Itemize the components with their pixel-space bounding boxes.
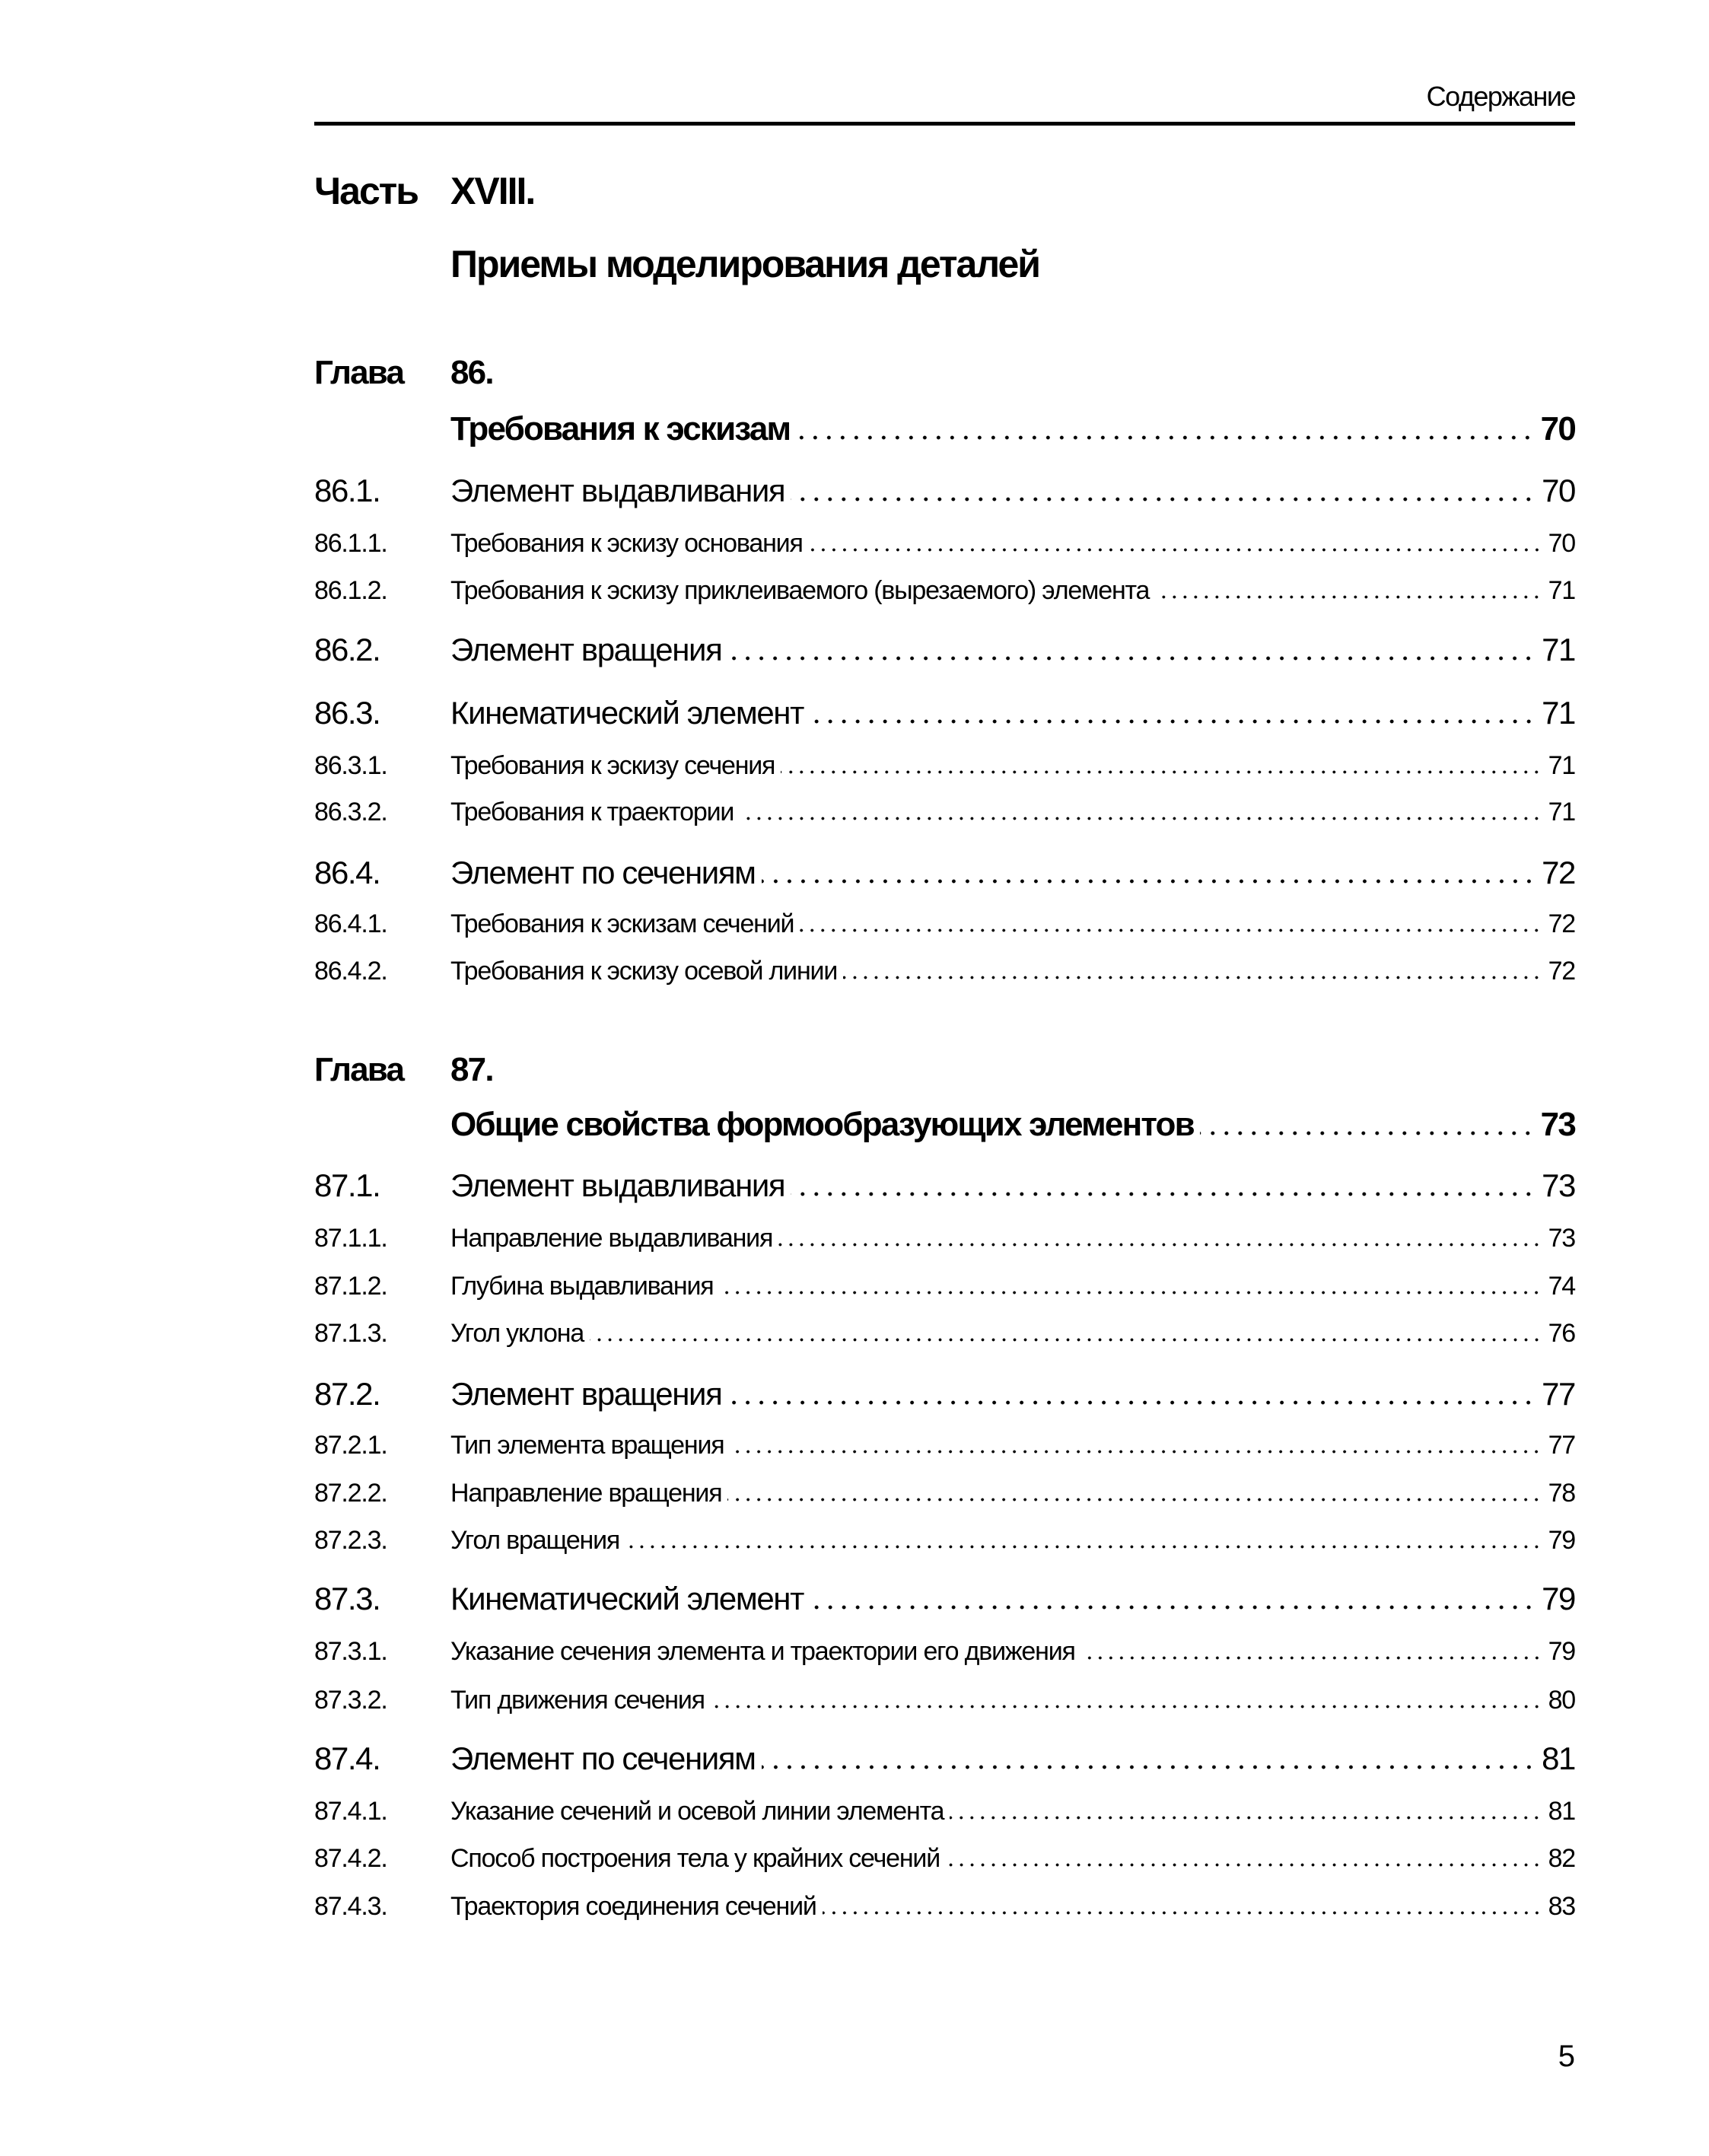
dot-leader xyxy=(950,1816,1542,1820)
toc-entry-title: Элемент по сечениям xyxy=(450,854,756,890)
toc-page-number: 72 xyxy=(1548,909,1575,938)
toc-chapter-entry[interactable] xyxy=(314,1106,1575,1144)
toc-entry-number: 87.1.1. xyxy=(314,1223,387,1253)
toc-page-number: 79 xyxy=(1542,1581,1575,1617)
dot-leader xyxy=(843,976,1542,979)
toc-entry-title: Указание сечения элемента и траектории его движения xyxy=(450,1637,1075,1667)
dot-leader xyxy=(810,1605,1536,1610)
toc-entry-number: 87.1.3. xyxy=(314,1318,387,1348)
toc-page-number: 78 xyxy=(1548,1478,1575,1508)
toc-entry-number: 86.2. xyxy=(314,631,380,667)
toc-entry-number: 86.4.2. xyxy=(314,956,387,986)
page-number: 5 xyxy=(1558,2040,1575,2073)
part-number: XVIII. xyxy=(450,170,535,212)
toc-entry-title: Элемент выдавливания xyxy=(450,1167,785,1204)
toc-entry-title: Требования к эскизу осевой линии xyxy=(450,956,838,986)
toc-entry-title: Требования к эскизу основания xyxy=(450,529,803,559)
toc-entry-title: Направление выдавливания xyxy=(450,1223,773,1253)
toc-entry-title: Способ построения тела у крайних сечений xyxy=(450,1843,940,1873)
dot-leader xyxy=(791,1192,1536,1196)
chapter-number: 86. xyxy=(450,353,493,391)
chapter-label: Глава xyxy=(314,353,404,391)
dot-leader xyxy=(781,770,1542,774)
toc-entry-number: 86.1. xyxy=(314,473,380,509)
toc-entry-number: 86.4.1. xyxy=(314,909,387,938)
toc-entry[interactable] xyxy=(314,695,1575,731)
toc-chapter-entry[interactable] xyxy=(314,410,1575,448)
toc-entry[interactable] xyxy=(314,957,1575,986)
toc-entry-title: Элемент вращения xyxy=(450,631,722,667)
dot-leader xyxy=(778,1243,1542,1247)
toc-entry-title: Кинематический элемент xyxy=(450,694,804,731)
toc-entry-number: 87.4.2. xyxy=(314,1843,387,1873)
toc-entry[interactable] xyxy=(314,1581,1575,1617)
toc-entry[interactable] xyxy=(314,1637,1575,1667)
dot-leader xyxy=(946,1863,1542,1867)
toc-entry[interactable] xyxy=(314,1431,1575,1460)
toc-entry[interactable] xyxy=(314,1844,1575,1874)
toc-page-number: 77 xyxy=(1548,1430,1575,1460)
toc-entry-title: Элемент вращения xyxy=(450,1375,722,1412)
toc-page-number: 82 xyxy=(1548,1843,1575,1873)
running-header: Содержание xyxy=(1426,81,1575,112)
toc-entry-number: 87.1.2. xyxy=(314,1272,387,1301)
toc-page-number: 71 xyxy=(1542,631,1575,667)
dot-leader xyxy=(711,1705,1542,1709)
toc-entry[interactable] xyxy=(314,529,1575,559)
toc-entry[interactable] xyxy=(314,1319,1575,1349)
dot-leader xyxy=(810,719,1536,724)
chapter-heading xyxy=(314,1051,493,1089)
toc-entry-number: 86.3. xyxy=(314,694,380,731)
toc-entry-title: Траектория соединения сечений xyxy=(450,1892,816,1922)
dot-leader xyxy=(809,548,1542,552)
dot-leader xyxy=(1155,595,1542,599)
dot-leader xyxy=(727,656,1536,661)
toc-page-number: 80 xyxy=(1548,1685,1575,1715)
toc-entry-title: Элемент выдавливания xyxy=(450,473,785,509)
dot-leader xyxy=(1200,1131,1535,1135)
toc-entry-title: Глубина выдавливания xyxy=(450,1272,714,1301)
dot-leader xyxy=(762,879,1536,884)
toc-entry-title: Угол уклона xyxy=(450,1318,584,1348)
toc-entry-number: 86.3.2. xyxy=(314,798,387,827)
dot-leader xyxy=(762,1765,1536,1769)
part-title: Приемы моделирования деталей xyxy=(450,243,1040,285)
toc-entry[interactable] xyxy=(314,1479,1575,1508)
toc-page-number: 79 xyxy=(1548,1525,1575,1555)
toc-page-number: 73 xyxy=(1540,1106,1575,1144)
toc-entry-title: Элемент по сечениям xyxy=(450,1740,756,1777)
toc-entry[interactable] xyxy=(314,1686,1575,1715)
toc-page-number: 83 xyxy=(1548,1892,1575,1922)
toc-entry-title: Угол вращения xyxy=(450,1525,620,1555)
toc-entry[interactable] xyxy=(314,751,1575,781)
toc-entry-title: Кинематический элемент xyxy=(450,1581,804,1617)
toc-page-number: 73 xyxy=(1542,1167,1575,1204)
dot-leader xyxy=(730,1450,1542,1454)
toc-entry-number: 87.1. xyxy=(314,1167,380,1204)
toc-entry-title: Требования к эскизу сечения xyxy=(450,750,775,780)
toc-entry-title: Требования к эскизам xyxy=(450,409,791,447)
toc-entry[interactable] xyxy=(314,473,1575,509)
toc-entry-number: 87.2.3. xyxy=(314,1525,387,1555)
toc-entry-number: 87.3.2. xyxy=(314,1685,387,1715)
toc-entry-number: 87.4.1. xyxy=(314,1797,387,1826)
toc-entry-number: 87.4.3. xyxy=(314,1892,387,1922)
toc-entry-title: Требования к эскизам сечений xyxy=(450,909,794,938)
dot-leader xyxy=(590,1338,1542,1342)
toc-entry-number: 87.3.1. xyxy=(314,1637,387,1667)
toc-entry-title: Указание сечений и осевой линии элемента xyxy=(450,1797,944,1826)
toc-entry[interactable] xyxy=(314,632,1575,668)
toc-entry[interactable] xyxy=(314,1224,1575,1253)
toc-entry-number: 86.4. xyxy=(314,854,380,890)
toc-entry-number: 86.3.1. xyxy=(314,750,387,780)
part-heading xyxy=(314,169,534,213)
toc-entry-number: 87.2.2. xyxy=(314,1478,387,1508)
toc-entry[interactable] xyxy=(314,1797,1575,1826)
toc-page-number: 73 xyxy=(1548,1223,1575,1253)
toc-entry-title: Направление вращения xyxy=(450,1478,722,1508)
dot-leader xyxy=(823,1911,1542,1915)
toc-entry[interactable] xyxy=(314,855,1575,891)
toc-entry-number: 86.1.2. xyxy=(314,575,387,605)
chapter-label: Глава xyxy=(314,1050,404,1088)
toc-entry-title: Тип элемента вращения xyxy=(450,1430,724,1460)
toc-entry-title: Тип движения сечения xyxy=(450,1685,705,1715)
toc-page-number: 71 xyxy=(1548,798,1575,827)
toc-entry[interactable] xyxy=(314,1376,1575,1412)
toc-entry[interactable] xyxy=(314,1526,1575,1556)
dot-leader xyxy=(791,497,1536,502)
toc-page-number: 81 xyxy=(1548,1797,1575,1826)
toc-entry-title: Требования к эскизу приклеиваемого (вырезаемого) элемента xyxy=(450,575,1150,605)
toc-page-number: 72 xyxy=(1542,854,1575,890)
toc-page-number: 77 xyxy=(1542,1375,1575,1412)
toc-entry-title: Общие свойства формообразующих элементов xyxy=(450,1106,1194,1144)
toc-entry[interactable] xyxy=(314,798,1575,827)
toc-entry-title: Требования к траектории xyxy=(450,798,734,827)
toc-entry-number: 87.3. xyxy=(314,1581,380,1617)
toc-entry[interactable] xyxy=(314,576,1575,606)
toc-entry[interactable] xyxy=(314,1892,1575,1922)
toc-entry-number: 86.1.1. xyxy=(314,529,387,559)
chapter-number: 87. xyxy=(450,1050,493,1088)
toc-entry[interactable] xyxy=(314,909,1575,939)
dot-leader xyxy=(1081,1656,1542,1660)
dot-leader xyxy=(796,435,1534,440)
toc-page-number: 70 xyxy=(1548,529,1575,559)
toc-page-number: 70 xyxy=(1540,409,1575,447)
toc-entry-number: 87.2.1. xyxy=(314,1430,387,1460)
part-label: Часть xyxy=(314,170,418,212)
chapter-heading xyxy=(314,354,493,392)
toc-page-number: 71 xyxy=(1548,750,1575,780)
toc-page-number: 72 xyxy=(1548,956,1575,986)
dot-leader xyxy=(625,1545,1542,1549)
toc-entry[interactable] xyxy=(314,1272,1575,1301)
toc-page-number: 76 xyxy=(1548,1318,1575,1348)
toc-page-number: 71 xyxy=(1548,575,1575,605)
toc-page-number: 70 xyxy=(1542,473,1575,509)
toc-page-number: 79 xyxy=(1548,1637,1575,1667)
toc-entry[interactable] xyxy=(314,1740,1575,1777)
header-rule xyxy=(314,122,1575,126)
dot-leader xyxy=(800,928,1542,932)
dot-leader xyxy=(740,817,1542,820)
toc-entry-number: 87.4. xyxy=(314,1740,380,1777)
toc-page-number: 74 xyxy=(1548,1272,1575,1301)
dot-leader xyxy=(727,1498,1542,1502)
toc-page-number: 71 xyxy=(1542,694,1575,731)
toc-entry[interactable] xyxy=(314,1167,1575,1204)
dot-leader xyxy=(719,1291,1542,1295)
toc-page-number: 81 xyxy=(1542,1740,1575,1777)
toc-entry-number: 87.2. xyxy=(314,1375,380,1412)
dot-leader xyxy=(727,1400,1536,1405)
